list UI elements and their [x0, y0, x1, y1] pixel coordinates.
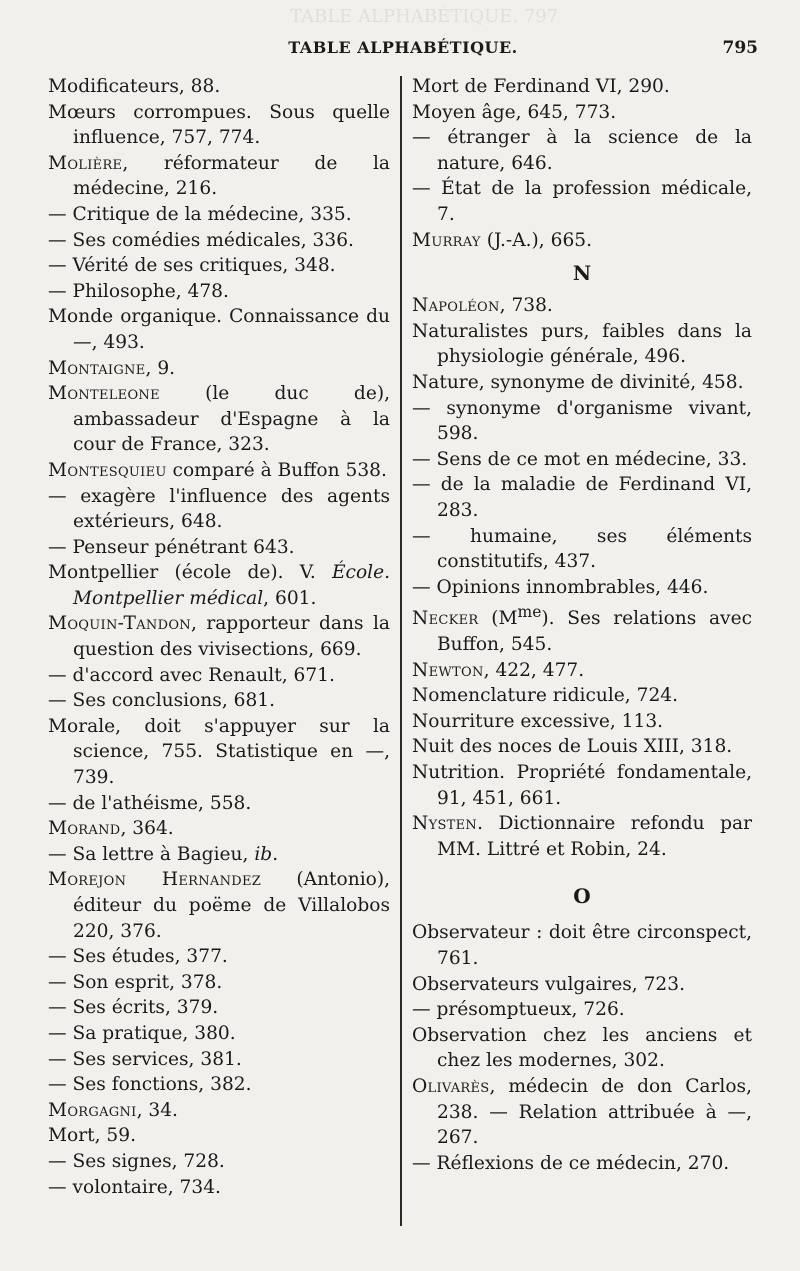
index-entry: Mœurs corrompues. Sous quelle influence, 757, 774.: [48, 101, 390, 149]
index-entry: Murray (J.-A.), 665.: [412, 229, 593, 251]
index-entry: — Ses services, 381.: [48, 1048, 242, 1070]
index-entry: — Vérité de ses critiques, 348.: [48, 255, 336, 277]
index-entry: Montpellier (école de). V. École. Montpellier médical, 601.: [48, 562, 390, 609]
show-through-text: TABLE ALPHABÉTIQUE. 797: [290, 6, 559, 27]
index-entry: Molière, réformateur de la médecine, 216.: [48, 152, 390, 200]
index-entry: Nysten. Dictionnaire refondu par MM. Littré et Robin, 24.: [412, 813, 752, 860]
index-entry: — humaine, ses éléments constitutifs, 437.: [412, 525, 752, 573]
index-entry: — d'accord avec Renault, 671.: [48, 664, 335, 686]
index-entry: — Ses écrits, 379.: [48, 997, 219, 1019]
index-entry: — Réflexions de ce médecin, 270.: [412, 1152, 730, 1174]
right-column: [412, 74, 752, 1176]
index-entry: Naturalistes purs, faibles dans la physiologie générale, 496.: [412, 320, 752, 368]
index-entry: Napoléon, 738.: [412, 295, 553, 317]
index-entry: Morgagni, 34.: [48, 1099, 178, 1121]
index-entry: — synonyme d'organisme vivant, 598.: [412, 397, 752, 445]
index-entry: Montaigne, 9.: [48, 357, 176, 379]
index-entry: — Sens de ce mot en médecine, 33.: [412, 448, 748, 470]
index-entry: Morejon Hernandez (Antonio), éditeur du poëme de Villalobos 220, 376.: [48, 869, 391, 942]
index-entry: Modificateurs, 88.: [48, 76, 221, 97]
index-entry: Observateurs vulgaires, 723.: [412, 973, 685, 995]
index-entry: — Son esprit, 378.: [48, 971, 223, 993]
index-entry: Newton, 422, 477.: [412, 659, 585, 681]
index-entry: Mort, 59.: [48, 1125, 136, 1147]
index-entry: — Philosophe, 478.: [48, 280, 229, 302]
index-entry: — Critique de la médecine, 335.: [48, 203, 352, 225]
index-entry: Olivarès, médecin de don Carlos, 238. — Relation attribuée à —, 267.: [412, 1075, 752, 1149]
index-entry: — Sa lettre à Bagieu, ib.: [48, 843, 279, 865]
section-letter-n: N: [572, 261, 592, 286]
index-entry: — Ses conclusions, 681.: [48, 690, 276, 712]
index-entry: — Ses études, 377.: [48, 946, 228, 968]
index-entry: — présomptueux, 726.: [412, 999, 625, 1021]
index-entry: Nuit des noces de Louis XIII, 318.: [412, 736, 733, 758]
index-entry: Monteleone (le duc de), ambassadeur d'Espagne à la cour de France, 323.: [48, 383, 390, 456]
index-entry: — Ses comédies médicales, 336.: [48, 229, 354, 251]
index-entry: — étranger à la science de la nature, 646.: [412, 127, 752, 174]
running-head: [48, 38, 758, 64]
index-entry: — État de la profession médicale, 7.: [412, 178, 752, 225]
index-entry: Necker $(M^{me})$. Ses relations avec Buffon, 545.: [412, 603, 752, 656]
index-entry: Nature, synonyme de divinité, 458.: [412, 371, 744, 393]
index-entry: — exagère l'influence des agents extérieurs, 648.: [48, 485, 390, 533]
section-letter-o: O: [573, 884, 591, 909]
index-entry: Observateur : doit être circonspect, 761.: [412, 922, 752, 969]
page-title: TABLE ALPHABÉTIQUE.: [288, 38, 518, 57]
index-entry: Monde organique. Connaissance du —, 493.: [48, 306, 390, 353]
index-entry: Moyen âge, 645, 773.: [412, 101, 617, 123]
index-entry: — de la maladie de Ferdinand VI, 283.: [412, 474, 752, 521]
index-entry: — Opinions innombrables, 446.: [412, 576, 709, 598]
index-entry: Moquin-Tandon, rapporteur dans la question des vivisections, 669.: [48, 613, 390, 661]
index-entry: — de l'athéisme, 558.: [48, 792, 252, 814]
page-number: 795: [722, 38, 758, 58]
column-divider: [400, 76, 402, 1226]
left-column: [48, 74, 390, 1200]
index-entry: Montesquieu comparé à Buffon 538.: [48, 459, 387, 481]
index-entry: — Penseur pénétrant 643.: [48, 536, 295, 558]
index-entry: Morand, 364.: [48, 818, 174, 840]
index-entry: Mort de Ferdinand VI, 290.: [412, 76, 670, 97]
index-entry: Nomenclature ridicule, 724.: [412, 685, 679, 707]
index-entry: Observation chez les anciens et chez les modernes, 302.: [412, 1024, 752, 1072]
index-entry: Nutrition. Propriété fondamentale, 91, 451, 661.: [412, 762, 752, 809]
index-entry: Morale, doit s'appuyer sur la science, 755. Statistique en —, 739.: [48, 715, 390, 789]
index-entry: Nourriture excessive, 113.: [412, 710, 664, 732]
index-entry: — Ses signes, 728.: [48, 1150, 225, 1172]
index-entry: — volontaire, 734.: [48, 1176, 221, 1198]
index-entry: — Ses fonctions, 382.: [48, 1074, 252, 1096]
index-entry: — Sa pratique, 380.: [48, 1022, 236, 1044]
